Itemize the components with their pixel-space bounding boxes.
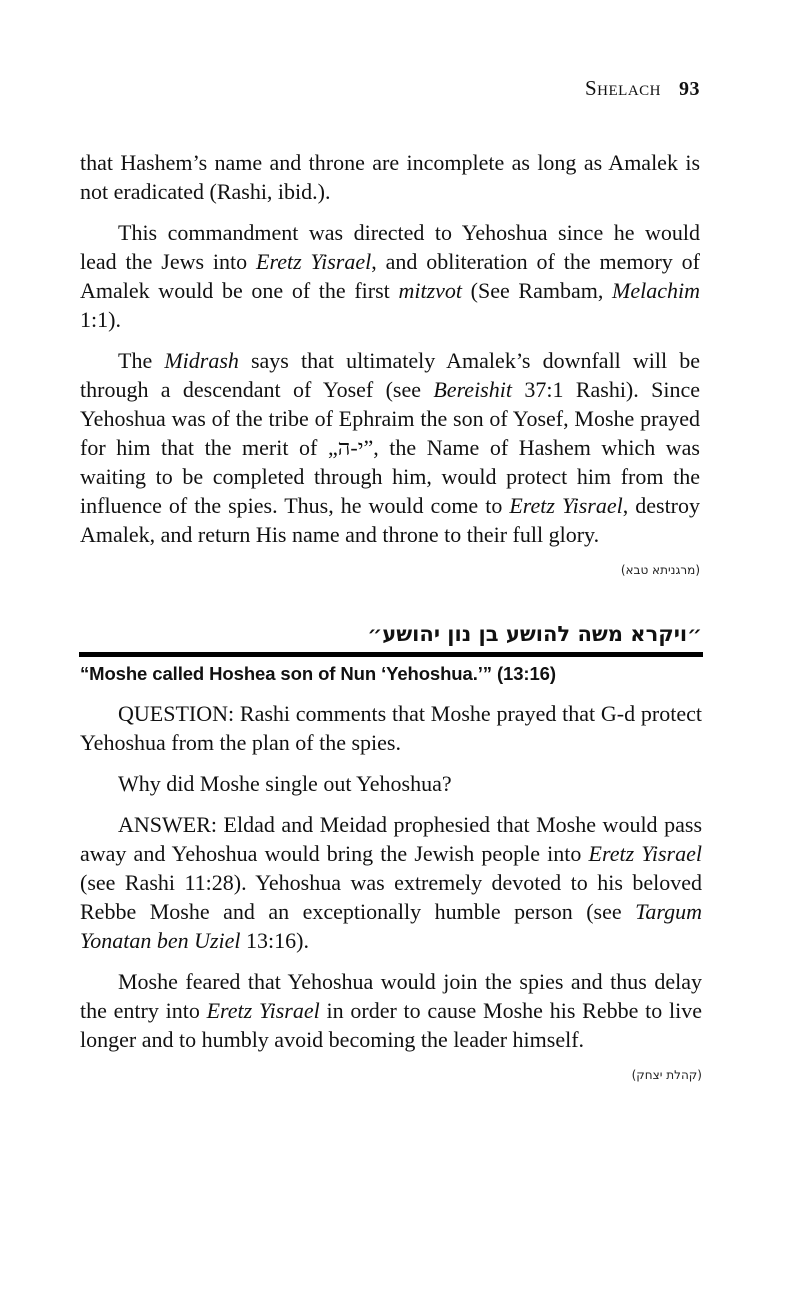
- text-run: 1:1).: [80, 307, 121, 332]
- paragraph: [80, 148, 700, 206]
- english-verse-title: “Moshe called Hoshea son of Nun ‘Yehoshua.’” (13:16): [80, 663, 556, 684]
- text-run: , destroy Amalek, and return His name and throne to their full glory.: [80, 493, 701, 547]
- paragraph: [80, 967, 702, 1054]
- italic-term: Midrash: [164, 348, 239, 373]
- text-run: 37:1 Rashi). Since Yehoshua was of the tribe of Ephraim the son of Yosef, Moshe prayed for him that the merit of „י-ה”, the Name of Hashem which was waiting to be completed through him, would protect him from the influence of the spies. Thus, he would come to: [80, 377, 700, 518]
- text-run: that Hashem’s name and throne are incomplete as long as Amalek is not eradicated (Rashi, ibid.).: [80, 150, 700, 204]
- section-divider: [79, 652, 703, 657]
- italic-term: mitzvot: [398, 278, 463, 303]
- paragraph: [80, 218, 700, 334]
- paragraph: [80, 699, 702, 757]
- source-citation: (קהלת יצחק): [631, 1068, 702, 1082]
- page-number: 93: [679, 78, 700, 100]
- commentary-section: [80, 620, 702, 1082]
- text-run: The: [118, 348, 165, 373]
- italic-term: Targum Yonatan ben Uziel: [80, 899, 702, 953]
- text-run: in order to cause Moshe his Rebbe to live longer and to humbly avoid becoming the leader himself.: [80, 998, 702, 1052]
- text-run: Moshe feared that Yehoshua would join the spies and thus delay the entry into: [80, 969, 702, 1023]
- text-run: 13:16).: [240, 928, 309, 953]
- text-run: QUESTION: Rashi comments that Moshe prayed that G-d protect Yehoshua from the plan of the spies.: [80, 701, 702, 755]
- text-run: Why did Moshe single out Yehoshua?: [118, 771, 452, 796]
- text-run: (See Rambam,: [462, 278, 613, 303]
- running-head-title: Shelach: [584, 76, 661, 100]
- source-citation: (מרגניתא טבא): [620, 563, 700, 577]
- text-run: (see Rashi 11:28). Yehoshua was extremely devoted to his beloved Rebbe Moshe and an exceptionally humble person (see: [80, 870, 702, 924]
- text-run: ANSWER: Eldad and Meidad prophesied that Moshe would pass away and Yehoshua would bring the Jewish people into: [80, 812, 702, 866]
- paragraph: [80, 810, 702, 955]
- italic-term: Eretz Yisrael: [206, 998, 320, 1023]
- running-head: [585, 76, 700, 101]
- source-row: [80, 1066, 702, 1082]
- continued-text: [80, 148, 700, 577]
- text-run: , and obliteration of the memory of Amalek would be one of the first: [80, 249, 700, 303]
- text-run: This commandment was directed to Yehoshua since he would lead the Jews into: [80, 220, 700, 274]
- italic-term: Melachim: [612, 278, 700, 303]
- italic-term: Eretz Yisrael: [256, 249, 372, 274]
- paragraph: [80, 346, 700, 549]
- hebrew-verse-title: ״ויקרא משה להושע בן נון יהושע״: [367, 622, 702, 646]
- continued-paragraphs: [80, 148, 700, 549]
- italic-term: Eretz Yisrael: [509, 493, 623, 518]
- italic-term: Eretz Yisrael: [588, 841, 702, 866]
- italic-term: Bereishit: [433, 377, 512, 402]
- paragraph: [80, 769, 702, 798]
- text-run: says that ultimately Amalek’s downfall will be through a descendant of Yosef (see: [80, 348, 701, 402]
- section-paragraphs: [80, 699, 702, 1054]
- source-row: [80, 561, 700, 577]
